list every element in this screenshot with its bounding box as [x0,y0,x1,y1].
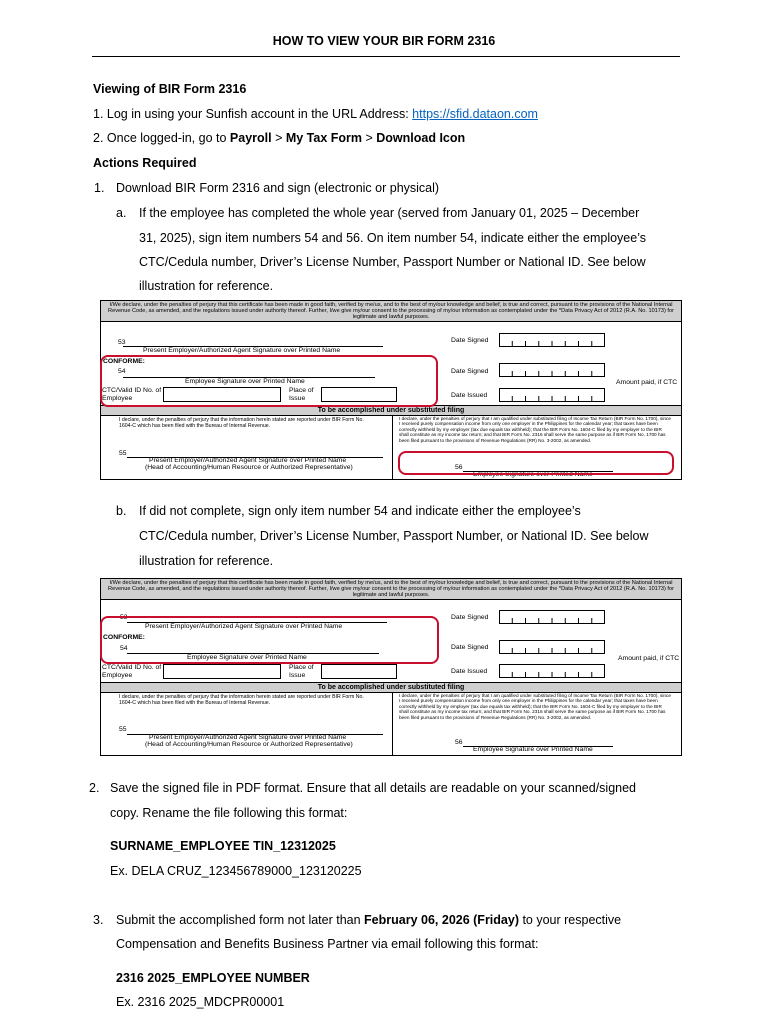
date-issued-label: Date Issued [451,392,488,399]
item-3-number: 3. [93,913,104,927]
item-55-number: 55 [119,450,127,457]
item-2-number: 2. [89,781,100,795]
declaration-text: I/We declare, under the penalties of perjury that this certificate has been made in good faith, verified by me/us, and to the best of my/our knowledge and belief, is true and correct, pursuant to the provisions of the National Internal Revenue Code, as amended, and the regulations issued under authority thereof. Further, I/we give my/our consent to the processing of my/our information as contemplated under the *Data Privacy Act of 2012 (R.A. No. 10173) for legitimate and lawful purposes. [101,301,681,322]
date-signed-label: Date Signed [451,337,489,344]
step-2 [93,130,465,146]
item-3-line [116,912,621,928]
date-signed-label: Date Signed [451,614,489,621]
item-3-text: Submit the accomplished form not later than [116,913,365,927]
place-of-issue-field [321,664,397,679]
highlight-item-54 [100,355,438,407]
ctc-id-label: CTC/Valid ID No. of Employee [102,387,162,402]
conforme-label: CONFORME: [103,358,145,365]
head-signature-label: Present Employer/Authorized Agent Signature over Printed Name [149,734,347,741]
head-role-label: (Head of Accounting/Human Resource or Authorized Representative) [145,741,353,748]
date-signed-label: Date Signed [451,644,489,651]
item-b-line: If did not complete, sign only item number 54 and indicate either the employee’s [139,504,581,518]
right-declaration: I declare, under the penalties of perjury that I am qualified under substituted filing of Income Tax Return (BIR Form No. 1700), since I received purely compensation income from only one employer in the Philippines for the calendar year; that taxes have been correctly withheld by my employer (tax due equals tax withheld); that the BIR Form No. 1604-C filed by my employer to the BIR shall constitute as my income tax return; and that BIR Form No. 2316 shall serve the same purpose as if BIR Form No. 1700 has been filed pursuant to the provisions of Revenue Regulations (RR) No. 3-2002, as amended. [399,416,671,443]
item-3-line: Compensation and Benefits Business Partner via email following this format: [116,937,539,951]
step-2-text: 2. Once logged-in, go to [93,131,230,145]
item-b-line: illustration for reference. [139,554,274,568]
amount-paid-label: Amount paid, if CTC [618,655,680,662]
ctc-id-field [163,664,281,679]
date-issued-field [499,388,605,402]
item-a-line: illustration for reference. [139,279,274,293]
employer-signature-label: Present Employer/Authorized Agent Signature over Printed Name [143,347,341,354]
item-a-line: CTC/Cedula number, Driver’s License Number, Passport Number or National ID. See below [139,255,646,269]
item-56-number: 56 [455,464,463,471]
date-signed-field [499,363,605,377]
ctc-id-label: CTC/Valid ID No. of Employee [102,664,162,679]
item-55-number: 55 [119,726,127,733]
item-3-format: 2316 2025_EMPLOYEE NUMBER [116,971,310,985]
item-3-text: to your respective [518,913,622,927]
highlight-item-56 [398,451,674,475]
item-1-number: 1. [94,181,105,195]
item-a-line: If the employee has completed the whole year (served from January 01, 2025 – December [139,206,640,220]
substituted-filing-bar: To be accomplished under substituted filing [101,405,681,416]
item-a-letter: a. [116,206,127,220]
step-2-sep: > [271,131,286,145]
viewing-heading: Viewing of BIR Form 2316 [93,82,247,96]
step-1-text: 1. Log in using your Sunfish account in the URL Address: [93,107,413,121]
my-tax-form-label: My Tax Form [285,131,363,145]
declaration-text: I/We declare, under the penalties of perjury that this certificate has been made in good faith, verified by me/us, and to the best of my/our knowledge and belief, is true and correct, pursuant to the provisions of the National Internal Revenue Code, as amended, and the regulations issued under authority thereof. Further, I/we give my/our consent to the processing of my/our information as contemplated under the *Data Privacy Act of 2012 (R.A. No. 10173) for legitimate and lawful purposes. [101,579,681,600]
date-issued-label: Date Issued [451,668,488,675]
employee-signature-label: Employee Signature over Printed Name [187,654,307,661]
head-signature-label: Present Employer/Authorized Agent Signature over Printed Name [149,457,347,464]
item-3-example: Ex. 2316 2025_MDCPR00001 [116,995,285,1009]
amount-paid-label: Amount paid, if CTC [616,379,678,386]
item-2-line: Save the signed file in PDF format. Ensure that all details are readable on your scanned/signed [110,781,637,795]
item-b-line: CTC/Cedula number, Driver’s License Number, Passport Number, or National ID. See below [139,529,649,543]
item-2-format: SURNAME_EMPLOYEE TIN_12312025 [110,839,336,853]
substituted-filing-bar: To be accomplished under substituted filing [101,682,681,693]
date-signed-field [499,333,605,347]
item-2-example: Ex. DELA CRUZ_123456789000_123120225 [110,864,362,878]
download-icon-label: Download Icon [376,131,466,145]
item-53-number: 53 [118,339,126,346]
head-role-label: (Head of Accounting/Human Resource or Authorized Representative) [145,464,353,471]
item-2-line: copy. Rename the file following this format: [110,806,348,820]
left-declaration: I declare, under the penalties of perjury that the information herein stated are reported under BIR Form No. 1604-C which has been filed with the Bureau of Internal Revenue. [119,694,364,706]
actions-heading: Actions Required [93,156,197,170]
conforme-label: CONFORME: [103,634,145,641]
employee-signature-56-label: Employee Signature over Printed Name [473,746,593,753]
payroll-label: Payroll [229,131,272,145]
date-signed-label: Date Signed [451,368,489,375]
right-declaration: I declare, under the penalties of perjury that I am qualified under substituted filing of Income Tax Return (BIR Form No. 1700), since I received purely compensation income from only one employer in the Philippines for the calendar year; that taxes have been correctly withheld by my employer (tax due equals tax withheld); that the BIR Form No. 1604-C filed by my employer to the BIR shall constitute as my income tax return; and that BIR Form No. 2316 shall serve the same purpose as if BIR Form No. 1700 has been filed pursuant to the provisions of Revenue Regulations (RR) No. 3-2002, as amended. [399,693,671,720]
item-54-number: 54 [118,368,126,375]
item-56-number: 56 [455,739,463,746]
step-2-sep: > [362,131,377,145]
step-1 [93,106,538,122]
item-a-line: 31, 2025), sign item numbers 54 and 56. On item number 54, indicate either the employee’s [139,231,647,245]
date-issued-field [499,664,605,678]
page-title: HOW TO VIEW YOUR BIR FORM 2316 [272,34,496,48]
title-rule [92,56,680,57]
item-b-letter: b. [116,504,127,518]
date-signed-field [499,610,605,624]
item-1-text: Download BIR Form 2316 and sign (electronic or physical) [116,181,440,195]
deadline-date: February 06, 2026 (Friday) [364,913,519,927]
highlight-item-54 [100,616,439,664]
employer-signature-label: Present Employer/Authorized Agent Signature over Printed Name [145,623,343,630]
item-53-number: 53 [120,614,128,621]
place-of-issue-label: Place of Issue [289,664,314,679]
date-signed-field [499,640,605,654]
place-of-issue-label: Place of Issue [289,387,314,402]
sunfish-url-link[interactable]: https://sfid.dataon.com [412,107,538,121]
employee-signature-56-label: Employee Signature over Printed Name [473,471,593,478]
employee-signature-label: Employee Signature over Printed Name [185,378,305,385]
bir-form-illustration-2 [100,578,682,756]
left-declaration: I declare, under the penalties of perjury that the information herein stated are reported under BIR Form No. 1604-C which has been filed with the Bureau of Internal Revenue. [119,417,364,429]
item-54-number: 54 [120,645,128,652]
